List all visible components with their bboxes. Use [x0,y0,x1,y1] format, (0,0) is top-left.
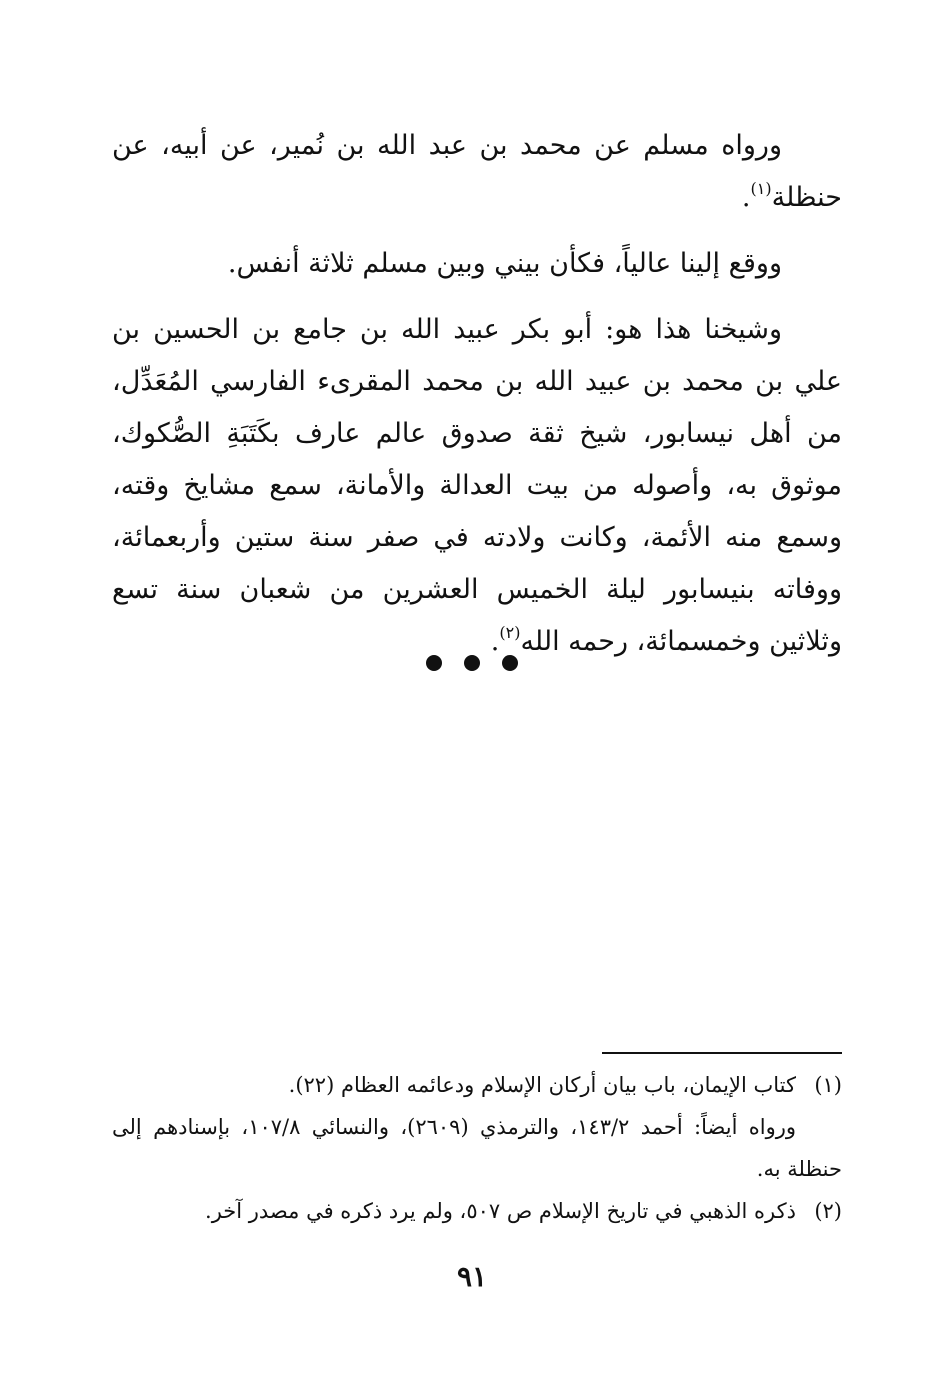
footnote-1-number: (١) [814,1073,842,1097]
page-number: ٩١ [456,1260,488,1293]
paragraph-1-tail: . [741,182,751,213]
footnote-ref-2[interactable]: (٢) [499,623,521,642]
paragraph-2-text: ووقع إلينا عالياً، فكأن بيني وبين مسلم ثلاثة أنفس. [227,248,782,279]
footnote-ref-1[interactable]: (١) [750,179,772,198]
paragraph-3-text: وشيخنا هذا هو: أبو بكر عبيد الله بن جامع بن الحسين بن علي بن محمد بن عبيد الله بن محمد المقرىء الفارسي المُعَدِّل، من أهل نيسابور، شيخ ثقة صدوق عالم عارف بكَتَبَةِ الصُّكوك، موثوق به، وأصوله من بيت العدالة والأمانة، سمع مشايخ وقته، وسمع منه الأئمة، وكانت ولادته في صفر سنة ستين وأربعمائة، ووفاته بنيسابور ليلة الخميس العشرين من شعبان سنة تسع وثلاثين وخمسمائة، رحمه الله [112,314,842,657]
paragraph-3-tail: . [490,626,500,657]
footnotes [112,1064,842,1232]
paragraph-3 [112,304,842,668]
separator-dot-icon [464,655,480,671]
footnote-1-continuation: ورواه أيضاً: أحمد ١٤٣/٢، والترمذي (٢٦٠٩)، والنسائي ١٠٧/٨، بإسنادهم إلى حنظلة به. [112,1115,842,1181]
paragraph-1-text: ورواه مسلم عن محمد بن عبد الله بن نُمير، عن أبيه، عن حنظلة [112,130,842,213]
footnote-2-text: ذكره الذهبي في تاريخ الإسلام ص ٥٠٧، ولم يرد ذكره في مصدر آخر. [205,1199,796,1223]
separator-dot-icon [426,655,442,671]
paragraph-1 [112,120,842,224]
footnote-2-number: (٢) [814,1199,842,1223]
main-text [112,120,842,682]
separator-dot-icon [502,655,518,671]
footnote-1 [112,1064,842,1106]
footnote-1-text: كتاب الإيمان، باب بيان أركان الإسلام ودعائمه العظام (٢٢). [288,1073,796,1097]
section-separator [0,655,944,671]
paragraph-2 [112,238,842,290]
footnote-divider [602,1052,842,1054]
footnote-2 [112,1190,842,1232]
